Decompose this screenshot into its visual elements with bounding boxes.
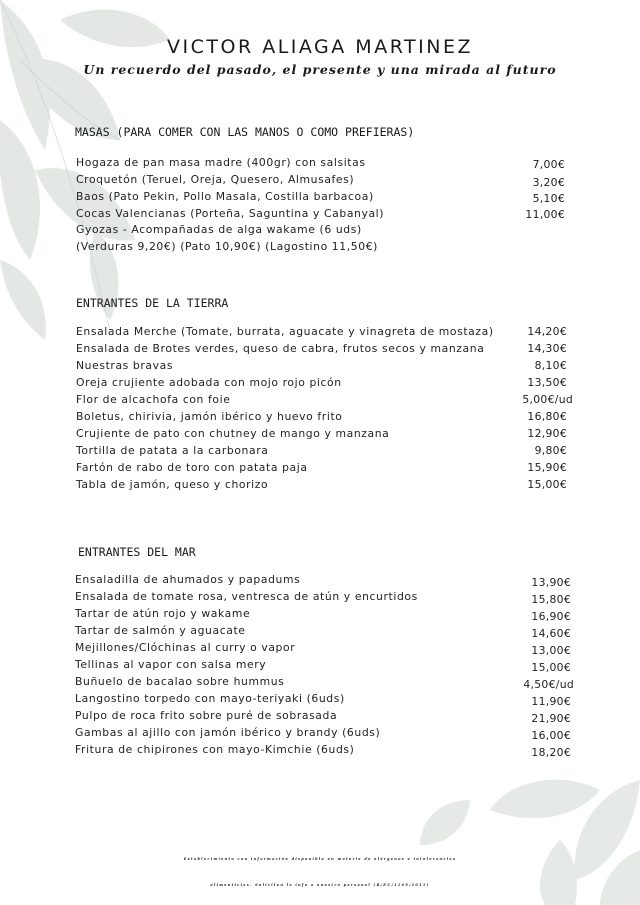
menu-item-price: 11,00€ — [525, 208, 565, 221]
menu-item: Croquetón (Teruel, Oreja, Quesero, Almusafes) — [76, 173, 355, 186]
menu-item: Ensalada de tomate rosa, ventresca de atún y encurtidos — [75, 590, 418, 603]
menu-item: Ensaladilla de ahumados y papadums — [75, 573, 301, 586]
menu-item-price: 18,20€ — [531, 746, 571, 759]
menu-item: Tortilla de patata a la carbonara — [76, 444, 269, 457]
menu-item: Baos (Pato Pekin, Pollo Masala, Costilla barbacoa) — [76, 190, 374, 203]
menu-item-price: 15,00€ — [531, 661, 571, 674]
menu-item-price: 15,00€ — [527, 478, 567, 491]
menu-item-price: 13,90€ — [531, 576, 571, 589]
menu-item-price: 16,90€ — [531, 610, 571, 623]
menu-item: Ensalada Merche (Tomate, burrata, aguacate y vinagreta de mostaza) — [76, 325, 494, 338]
menu-item: Crujiente de pato con chutney de mango y manzana — [76, 427, 390, 440]
menu-item-price: 11,90€ — [531, 695, 571, 708]
section-title-tierra: ENTRANTES DE LA TIERRA — [76, 296, 229, 310]
menu-item-price: 13,00€ — [531, 644, 571, 657]
allergen-notice-line-2: alimenticias. Soliciten la info a nuestro personal (R/EU/1169/2011) — [210, 883, 430, 887]
menu-item-price: 5,00€/ud — [522, 393, 573, 406]
menu-item: Ensalada de Brotes verdes, queso de cabra, frutos secos y manzana — [76, 342, 485, 355]
menu-item: Langostino torpedo con mayo-teriyaki (6uds) — [75, 692, 345, 705]
menu-item-price: 14,30€ — [527, 342, 567, 355]
menu-item-price: 16,00€ — [531, 729, 571, 742]
menu-item: Tabla de jamón, queso y chorizo — [76, 478, 269, 491]
menu-item: Nuestras bravas — [76, 359, 174, 372]
menu-item-price: 4,50€/ud — [523, 678, 574, 691]
menu-item-price: 21,90€ — [531, 712, 571, 725]
menu-item: Mejillones/Clóchinas al curry o vapor — [75, 641, 296, 654]
menu-item-price: 12,90€ — [527, 427, 567, 440]
menu-item: Cocas Valencianas (Porteña, Saguntina y Cabanyal) — [76, 207, 385, 220]
menu-item-price: 14,60€ — [531, 627, 571, 640]
menu-item-detail: (Verduras 9,20€) (Pato 10,90€) (Lagostino 11,50€) — [76, 240, 378, 253]
menu-item-price: 9,80€ — [534, 444, 567, 457]
menu-item: Flor de alcachofa con foie — [76, 393, 231, 406]
allergen-notice-line-1: Establecimiento con información disponible en materia de alérgenos e intolerancias — [183, 857, 457, 861]
section-title-mar: ENTRANTES DEL MAR — [78, 545, 196, 559]
menu-item: Pulpo de roca frito sobre puré de sobrasada — [75, 709, 338, 722]
menu-item-price: 8,10€ — [534, 359, 567, 372]
menu-item-price: 3,20€ — [532, 176, 565, 189]
menu-item: Buñuelo de bacalao sobre hummus — [75, 675, 285, 688]
menu-item-price: 13,50€ — [527, 376, 567, 389]
menu-item: Oreja crujiente adobada con mojo rojo picón — [76, 376, 342, 389]
section-title-masas: MASAS (PARA COMER CON LAS MANOS O COMO PREFIERAS) — [75, 125, 415, 139]
menu-item-price: 5,10€ — [532, 192, 565, 205]
menu-item: Tartar de atún rojo y wakame — [75, 607, 251, 620]
menu-item: Boletus, chirivia, jamón ibérico y huevo frito — [76, 410, 343, 423]
menu-item: Fritura de chipirones con mayo-Kimchie (6uds) — [75, 743, 355, 756]
menu-item: Gambas al ajillo con jamón ibérico y brandy (6uds) — [75, 726, 381, 739]
menu-item: Tartar de salmón y aguacate — [75, 624, 246, 637]
menu-item-price: 7,00€ — [532, 158, 565, 171]
restaurant-tagline: Un recuerdo del pasado, el presente y una mirada al futuro — [83, 62, 557, 77]
restaurant-title: VICTOR ALIAGA MARTINEZ — [167, 36, 473, 58]
menu-item: Gyozas - Acompañadas de alga wakame (6 uds) — [76, 223, 362, 236]
menu-item-price: 15,90€ — [527, 461, 567, 474]
menu-item-price: 16,80€ — [527, 410, 567, 423]
menu-item-price: 15,80€ — [531, 593, 571, 606]
menu-item: Hogaza de pan masa madre (400gr) con salsitas — [76, 156, 366, 169]
menu-item-price: 14,20€ — [527, 325, 567, 338]
menu-item: Fartón de rabo de toro con patata paja — [76, 461, 308, 474]
menu-item: Tellinas al vapor con salsa mery — [75, 658, 267, 671]
